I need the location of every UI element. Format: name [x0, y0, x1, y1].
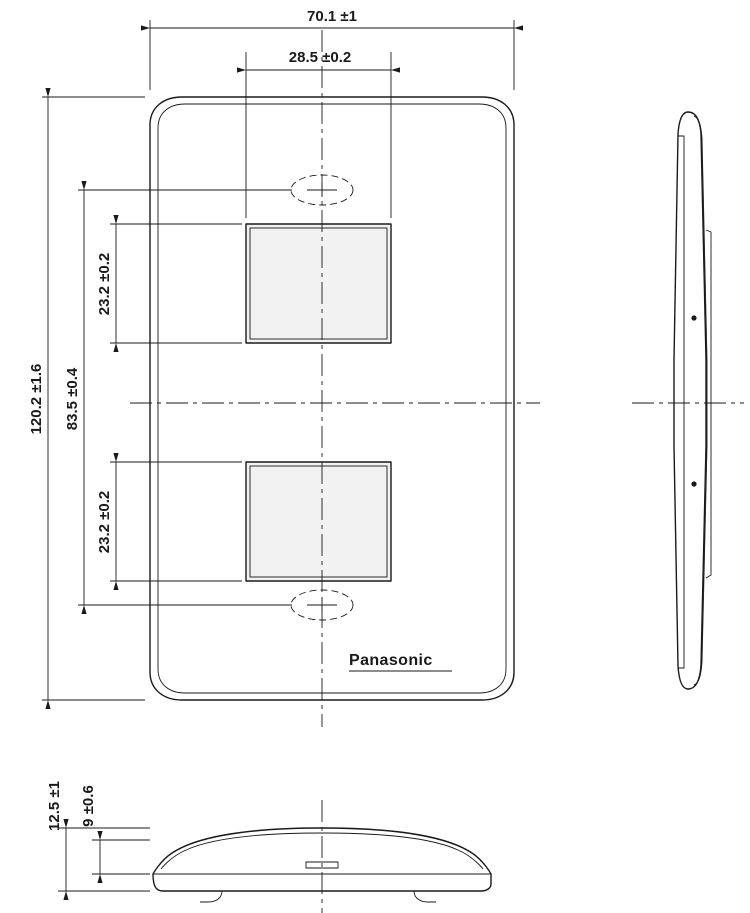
front-view [130, 30, 540, 727]
dim-upper-opening-text: 23.2 ±0.2 [96, 252, 113, 316]
side-profile-outline [674, 112, 706, 689]
brand-label: Panasonic [349, 652, 433, 669]
bottom-terminal-tab [414, 891, 436, 902]
side-detail-dot-upper [691, 315, 696, 320]
front-plate-outline [150, 97, 514, 700]
dim-height-centers-text: 83.5 ±0.4 [64, 367, 81, 431]
bottom-terminal-tab-2 [200, 891, 222, 902]
bottom-view [46, 781, 491, 913]
dim-lower-opening-text: 23.2 ±0.2 [96, 490, 113, 554]
dim-width-inner-text: 28.5 ±0.2 [288, 49, 352, 66]
dim-depth-inner-text: 9 ±0.6 [80, 785, 97, 827]
dim-width-overall-text: 70.1 ±1 [307, 8, 357, 25]
dim-height-overall-text: 120.2 ±1.6 [28, 363, 45, 435]
upper-opening [246, 224, 391, 343]
dim-depth-overall-text: 12.5 ±1 [46, 781, 63, 831]
lower-opening [246, 462, 391, 581]
side-view [632, 112, 744, 689]
side-detail-dot-lower [691, 481, 696, 486]
